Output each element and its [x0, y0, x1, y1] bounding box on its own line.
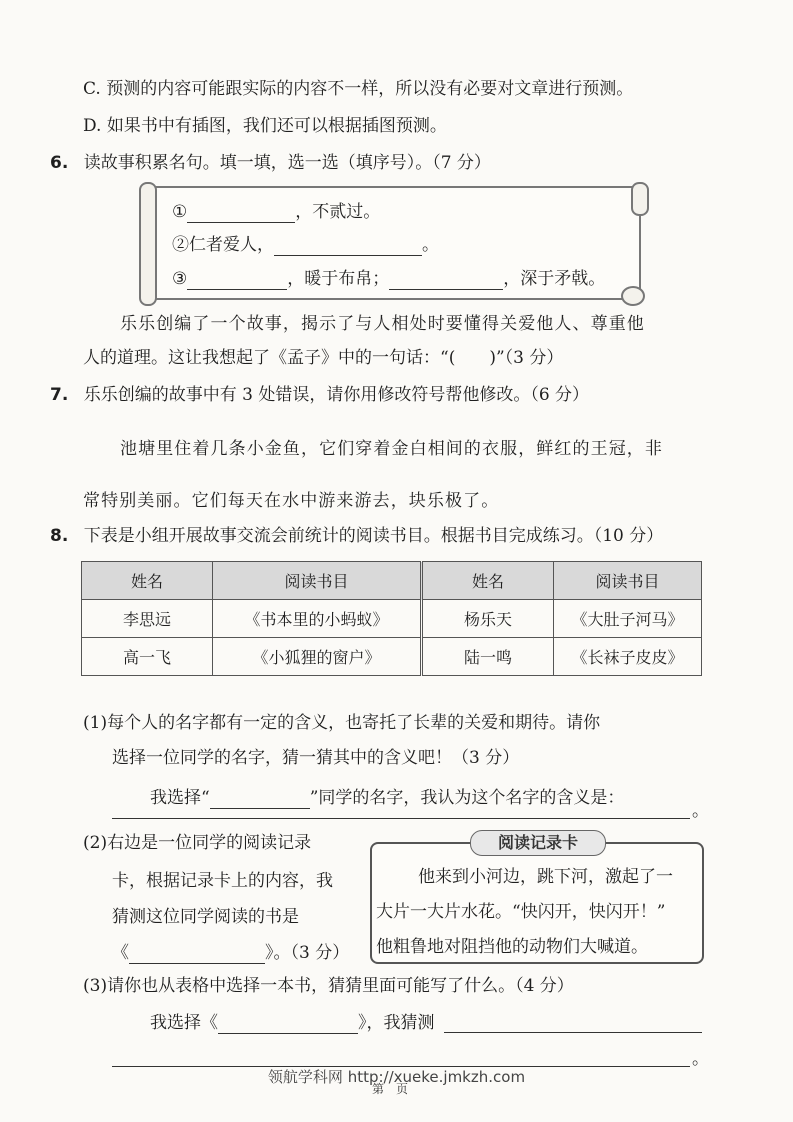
card-line-3: 他粗鲁地对阻挡他的动物们大喊道。 [376, 937, 648, 957]
book-title: 《长袜子皮皮》 [554, 638, 702, 676]
q5-option-c: C. 预测的内容可能跟实际的内容不一样，所以没有必要对文章进行预测。 [83, 79, 634, 99]
item-text: 。 [422, 235, 439, 255]
answer-blank[interactable] [274, 237, 422, 256]
q8-sub2-line-1: (2)右边是一位同学的阅读记录 [83, 833, 312, 853]
answer-suffix: ”同学的名字，我认为这个名字的含义是： [309, 788, 625, 808]
student-name: 陆一鸣 [422, 638, 554, 676]
period: 。 [692, 1049, 709, 1069]
item-text: ，暖于布帛； [287, 269, 390, 289]
answer-blank[interactable] [187, 271, 287, 290]
student-name: 杨乐天 [422, 600, 554, 638]
q8-sub1-line-2: 选择一位同学的名字，猜一猜其中的含义吧！（3 分） [112, 748, 520, 768]
header-book: 阅读书目 [213, 562, 422, 600]
answer-blank[interactable] [389, 271, 503, 290]
card-title: 阅读记录卡 [470, 830, 606, 856]
question-stem: 下表是小组开展故事交流会前统计的阅读书目。根据书目完成练习。（10 分） [83, 526, 664, 546]
q8-sub3-line-1: (3)请你也从表格中选择一本书，猜猜里面可能写了什么。（4 分） [83, 976, 574, 996]
book-choice-blank[interactable] [218, 1015, 358, 1034]
question-number: 6. [50, 153, 69, 173]
watermark: 领航学科网 http://xueke.jmkzh.com [267, 1068, 526, 1086]
answer-prefix: 我选择《 [150, 1013, 218, 1033]
scroll-item-1 [172, 201, 380, 223]
header-name: 姓名 [82, 562, 213, 600]
card-line-1: 他来到小河边，跳下河，激起了一 [418, 867, 673, 887]
answer-prefix: 我选择“ [150, 788, 210, 808]
q8-sub2-line-2: 卡，根据记录卡上的内容，我 [112, 871, 333, 891]
item-number: ③ [172, 269, 188, 289]
question-number: 7. [50, 385, 69, 405]
name-answer-blank[interactable] [210, 790, 310, 809]
meaning-answer-blank[interactable] [112, 818, 690, 819]
page-number-label: 第 页 [372, 1082, 409, 1096]
q8-sub1-line-1: (1)每个人的名字都有一定的含义，也寄托了长辈的关爱和期待。请你 [83, 713, 601, 733]
answer-prefix: 《 [112, 943, 129, 963]
q8-sub3-answer-line [150, 1012, 435, 1034]
answer-blank[interactable] [187, 204, 295, 223]
student-name: 高一飞 [82, 638, 213, 676]
scroll-roll-left [139, 182, 157, 306]
reading-list-table [81, 561, 702, 676]
book-title: 《大肚子河马》 [554, 600, 702, 638]
item-text: ，深于矛戟。 [503, 269, 606, 289]
answer-suffix: 》，我猜测 [358, 1013, 435, 1033]
item-text: 仁者爱人， [189, 235, 274, 255]
q5-option-d: D. 如果书中有插图，我们还可以根据插图预测。 [83, 116, 447, 136]
q8-header [50, 525, 663, 547]
item-number: ① [172, 202, 188, 222]
question-stem: 读故事积累名句。填一填，选一选（填序号）。（7 分） [83, 153, 491, 173]
table-header-row [82, 562, 702, 600]
q8-sub2-line-4 [112, 942, 349, 964]
period: 。 [692, 801, 709, 821]
card-line-2: 大片一大片水花。“快闪开，快闪开！” [376, 902, 666, 922]
q6-header [50, 152, 491, 174]
item-text: ，不贰过。 [295, 202, 381, 222]
table-row [82, 600, 702, 638]
answer-suffix: 》。（3 分） [265, 943, 350, 963]
q8-sub2-line-3: 猜测这位同学阅读的书是 [112, 907, 299, 927]
scroll-item-2 [172, 234, 439, 256]
header-book: 阅读书目 [554, 562, 702, 600]
item-number: ② [172, 235, 189, 255]
scroll-roll-curl [621, 286, 645, 306]
book-answer-blank[interactable] [129, 945, 265, 964]
q7-story-line-1: 池塘里住着几条小金鱼，它们穿着金白相间的衣服，鲜红的王冠，非 [120, 439, 663, 459]
scroll-roll-right [631, 182, 649, 216]
q6-paragraph-line-2: 人的道理。这让我想起了《孟子》中的一句话：“( )”（3 分） [83, 348, 564, 368]
q7-story-line-2: 常特别美丽。它们每天在水中游来游去，块乐极了。 [83, 491, 500, 511]
student-name: 李思远 [82, 600, 213, 638]
q6-paragraph-line-1: 乐乐创编了一个故事，揭示了与人相处时要懂得关爱他人、尊重他 [120, 314, 645, 334]
q7-header [50, 384, 589, 406]
guess-answer-blank[interactable] [444, 1032, 702, 1033]
table-row [82, 638, 702, 676]
header-name: 姓名 [422, 562, 554, 600]
scroll-item-3 [172, 268, 605, 290]
question-number: 8. [50, 526, 69, 546]
book-title: 《小狐狸的窗户》 [213, 638, 422, 676]
question-stem: 乐乐创编的故事中有 3 处错误，请你用修改符号帮他修改。（6 分） [83, 385, 590, 405]
q8-sub1-answer-line [150, 787, 624, 809]
book-title: 《书本里的小蚂蚁》 [213, 600, 422, 638]
